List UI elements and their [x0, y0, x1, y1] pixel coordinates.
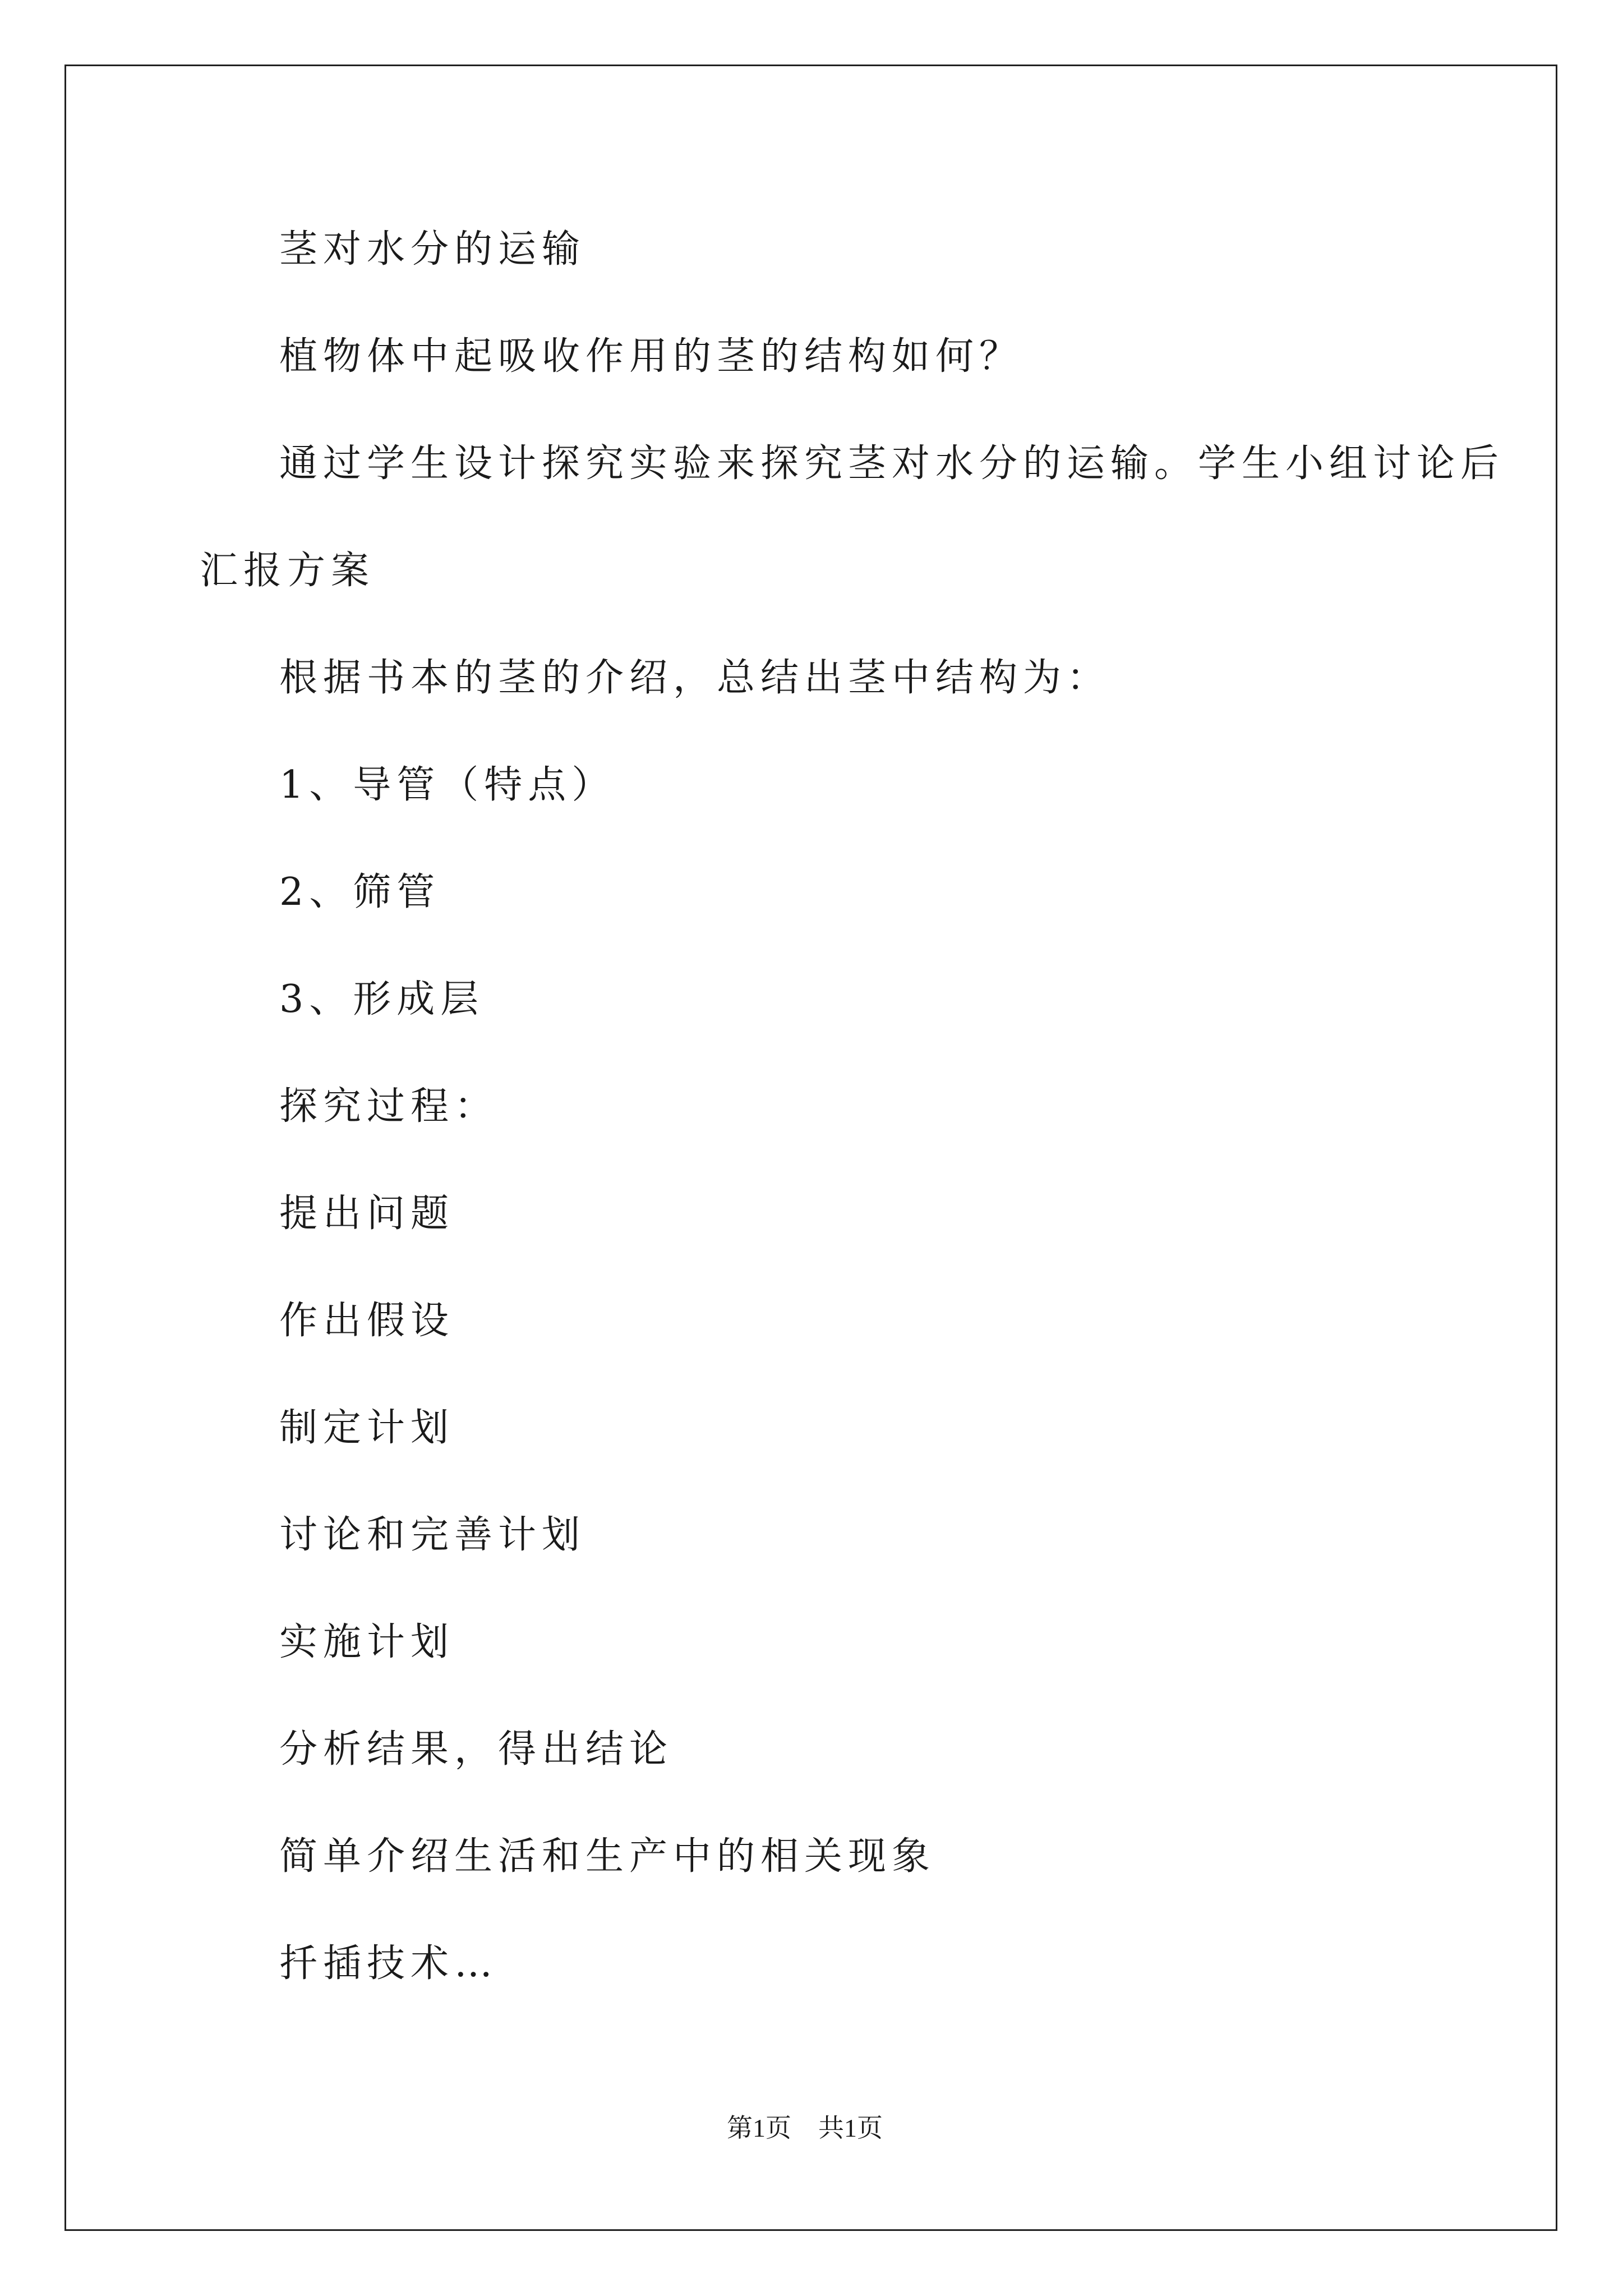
paragraph-structure-summary: 根据书本的茎的介绍，总结出茎中结构为： — [279, 656, 1111, 700]
page-border — [64, 65, 1557, 2231]
list-item-vessel: 1、导管（特点） — [279, 763, 616, 807]
paragraph-real-life: 简单介绍生活和生产中的相关现象 — [279, 1834, 936, 1879]
paragraph-experiment: 通过学生设计探究实验来探究茎对水分的运输。学生小组讨论后 — [279, 441, 1505, 486]
paragraph-cutting-technique: 扦插技术… — [279, 1941, 499, 1986]
page-number: 第1页 — [727, 2114, 791, 2142]
step-discuss-plan: 讨论和完善计划 — [279, 1513, 586, 1557]
paragraph-question: 植物体中起吸收作用的茎的结构如何？ — [279, 334, 1023, 379]
step-make-plan: 制定计划 — [279, 1406, 455, 1450]
paragraph-process-heading: 探究过程： — [279, 1084, 499, 1129]
step-hypothesis: 作出假设 — [279, 1299, 455, 1343]
list-item-cambium: 3、形成层 — [279, 977, 485, 1022]
page-total: 共1页 — [818, 2114, 883, 2142]
paragraph-experiment-continued: 汇报方案 — [200, 549, 375, 593]
paragraph-title: 茎对水分的运输 — [279, 227, 586, 272]
step-analyze-results: 分析结果，得出结论 — [279, 1727, 674, 1772]
page-footer — [727, 2113, 883, 2144]
step-ask-question: 提出问题 — [279, 1191, 455, 1236]
step-implement-plan: 实施计划 — [279, 1620, 455, 1664]
list-item-sieve-tube: 2、筛管 — [279, 870, 441, 914]
